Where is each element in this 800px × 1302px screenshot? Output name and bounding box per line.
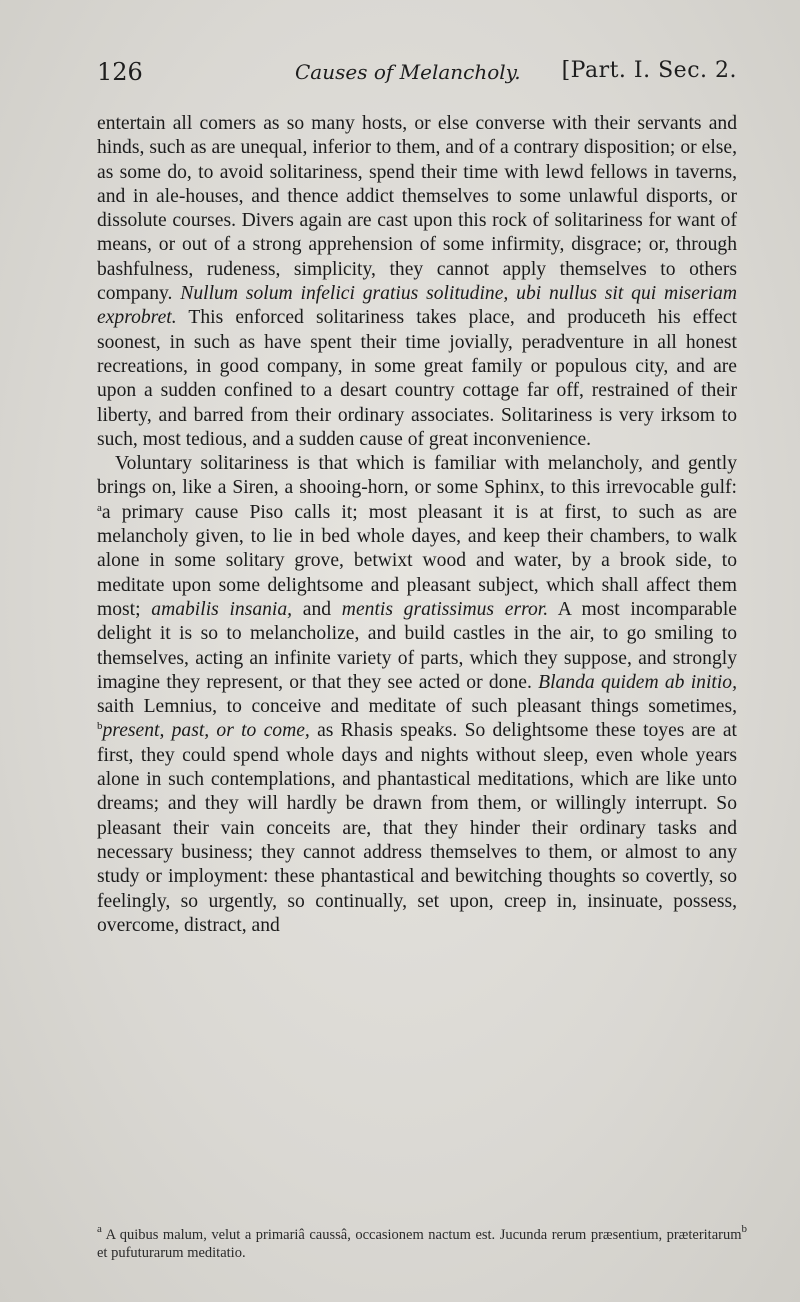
paragraph-2: Voluntary solitariness is that which is familiar with melancholy, and gently brings on, like a Siren, a shooing-horn, or some Sphinx, to this irrevocable gulf: $^a$a primary cause Piso calls it; most pleasant it is at first, to such as are melancholy given, to lie in bed whole dayes, and keep their chambers, to walk alone in some solitary grove, betwixt wood and water, by a brook side, to meditate upon some delightsome and pleasant subject, which shall affect them most; amabilis insania, and mentis gratissimus error. A most incomparable delight it is so to melancholize, and build castles in the air, to go smiling to themselves, acting an infinite variety of parts, which they suppose, and strongly imagine they represent, or that they see acted or done. Blanda quidem ab initio, saith Lemnius, to conceive and meditate of such pleasant things sometimes, $^b$present, past, or to come, as Rhasis speaks. So delightsome these toyes are at first, they could spend whole days and nights without sleep, even whole years alone in such contemplations, and phantastical meditations, which are like unto dreams; and they will hardly be drawn from them, or willingly interrupt. So pleasant their vain conceits are, that they hinder their ordinary tasks and necessary business; they cannot address themselves to them, or almost to any study or imployment: these phantastical and bewitching thoughts so covertly, so feelingly, so urgently, so continually, set upon, creep in, insinuate, possess, overcome, distract, and (97, 453, 737, 936)
page-header (97, 58, 737, 92)
body-text (97, 112, 737, 938)
running-title: Causes of Melancholy. (295, 60, 521, 84)
footnote-mark-a: a (97, 1223, 102, 1235)
footnote-a: A quibus malum, velut a primariâ caussâ, occasionem nactum est. (105, 1227, 496, 1243)
footnote-mark-b: b (741, 1223, 747, 1235)
page-number: 126 (97, 58, 143, 86)
footnote-text (97, 1223, 747, 1262)
footnote-ref-a[interactable]: a (97, 501, 102, 514)
footnote-b: Jucunda rerum præsentium, præteritarum et pufuturarum meditatio. (97, 1227, 742, 1261)
footnote-ref-b[interactable]: b (97, 720, 103, 733)
footnotes (97, 1223, 747, 1262)
paragraph-1: entertain all comers as so many hosts, or else converse with their servants and hinds, such as are unequal, inferior to them, and of a contrary disposition; or else, as some do, to avoid solitariness, spend their time with lewd fellows in taverns, and in ale-houses, and thence addict themselves to some unlawful disports, or dissolute courses. Divers again are cast upon this rock of solitariness for want of means, or out of a strong apprehension of some infirmity, disgrace; or, through bashfulness, rudeness, simplicity, they cannot apply themselves to others company. Nullum solum infelici gratius solitudine, ubi nullus sit qui miseriam exprobret. This enforced solitariness takes place, and produceth his effect soonest, in such as have spent their time jovially, peradventure in all honest recreations, in good company, in some great family or populous city, and are upon a sudden confined to a desart country cottage far off, restrained of their liberty, and barred from their ordinary associates. Solitariness is very irksom to such, most tedious, and a sudden cause of great inconvenience. (97, 113, 737, 450)
section-reference: [Part. I. Sec. 2. (561, 58, 737, 83)
